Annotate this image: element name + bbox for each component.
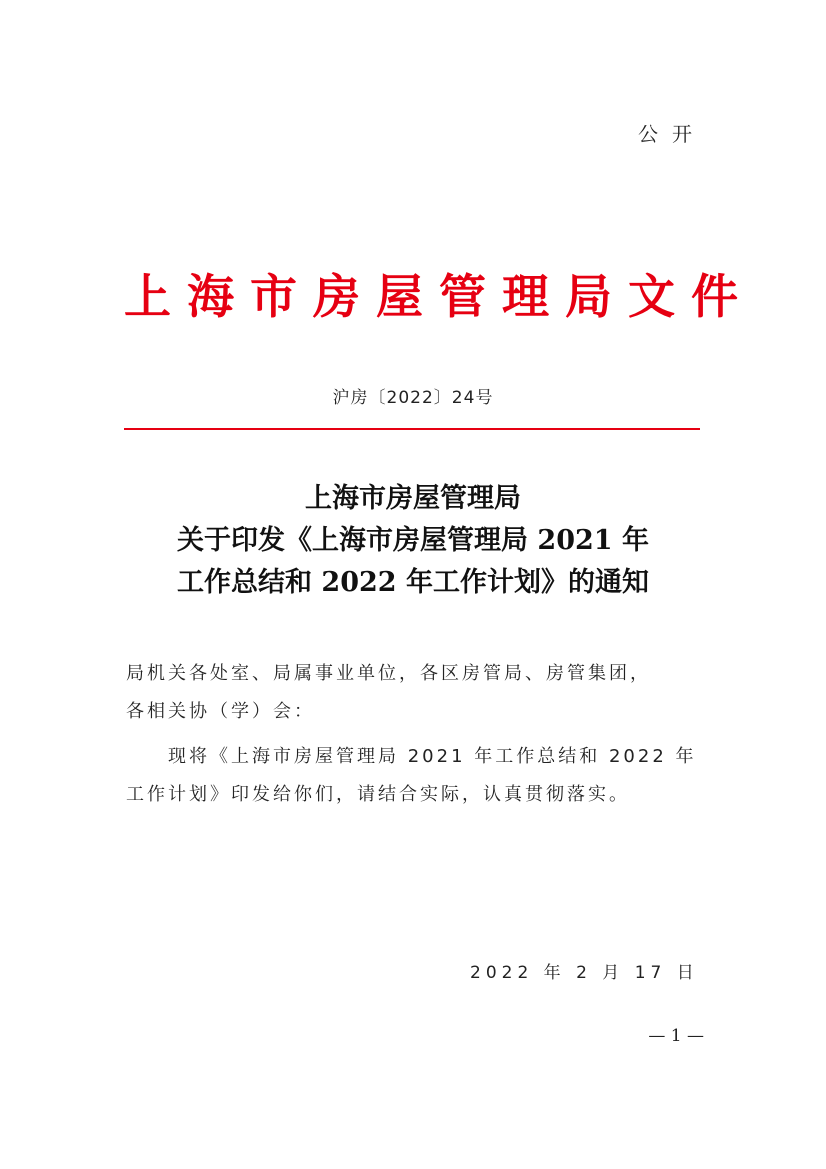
disclosure-label: 公开 [638, 122, 706, 146]
red-separator-line [124, 428, 700, 430]
document-title [0, 478, 826, 604]
title-line-3: 工作总结和 2022 年工作计划》的通知 [177, 567, 649, 598]
page-number: — 1 — [648, 1026, 704, 1046]
title-line-2: 关于印发《上海市房屋管理局 2021 年 [177, 525, 649, 556]
document-number: 沪房〔2022〕24号 [332, 388, 494, 408]
paragraph-line-1: 现将《上海市房屋管理局 2021 年工作总结和 2022 年 [126, 746, 697, 767]
addressee-line-1: 局机关各处室、局属事业单位，各区房管局、房管集团， [126, 663, 651, 684]
body-paragraph [126, 738, 706, 814]
addressee-block [126, 655, 706, 731]
addressee-line-2: 各相关协（学）会： [126, 701, 315, 722]
paragraph-line-2: 工作计划》印发给你们，请结合实际，认真贯彻落实。 [126, 784, 630, 805]
issue-date: 2022 年 2 月 17 日 [470, 963, 699, 983]
document-masthead: 上海市房屋管理局文件 [124, 270, 754, 325]
title-line-1: 上海市房屋管理局 [305, 483, 521, 514]
